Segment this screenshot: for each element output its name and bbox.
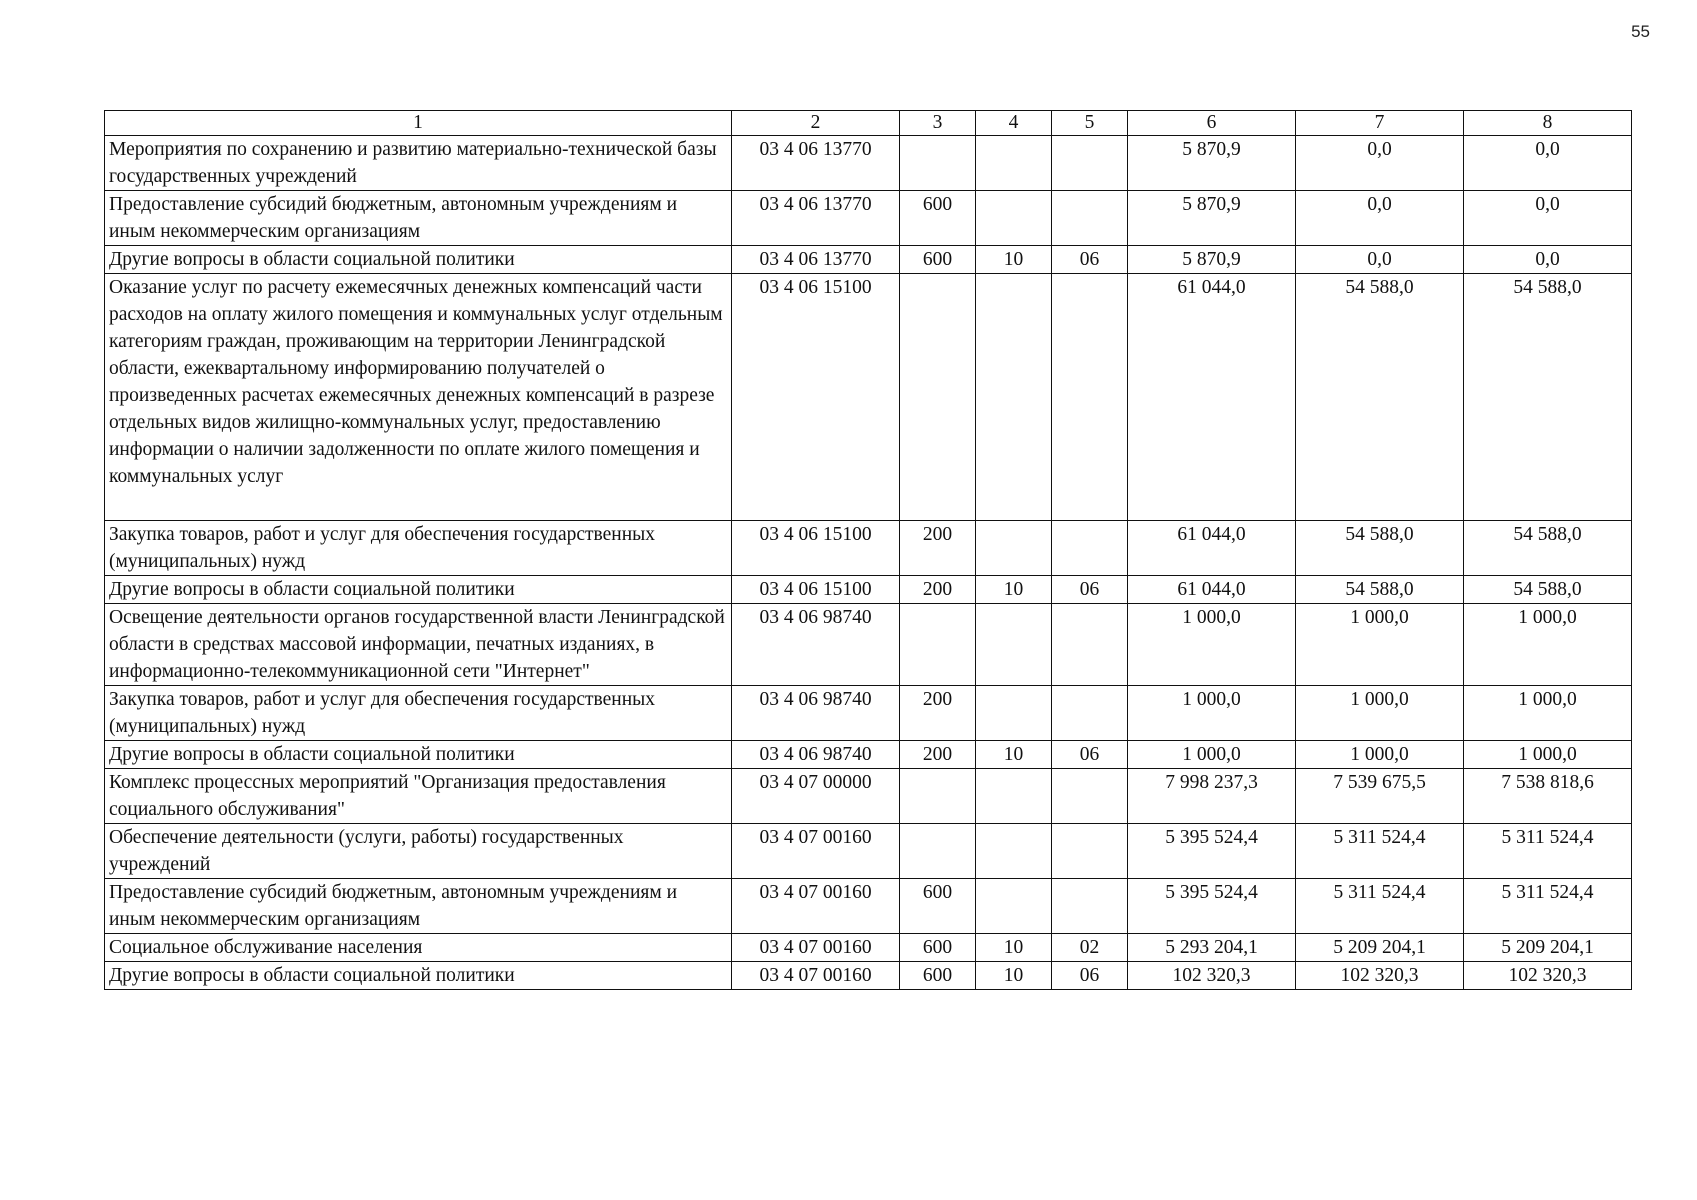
row-name: Мероприятия по сохранению и развитию материально-технической базы государственных учреждений (105, 136, 732, 191)
amount-col8: 7 538 818,6 (1464, 769, 1632, 824)
section (976, 824, 1052, 879)
amount-col6: 5 870,9 (1128, 191, 1296, 246)
amount-col6: 5 395 524,4 (1128, 824, 1296, 879)
row-name: Другие вопросы в области социальной политики (105, 741, 732, 769)
amount-col6: 61 044,0 (1128, 521, 1296, 576)
target-code: 03 4 06 15100 (732, 274, 900, 521)
amount-col7: 5 311 524,4 (1296, 824, 1464, 879)
expense-type: 200 (900, 576, 976, 604)
target-code: 03 4 07 00160 (732, 962, 900, 990)
target-code: 03 4 06 98740 (732, 741, 900, 769)
column-header: 1 (105, 111, 732, 136)
amount-col6: 61 044,0 (1128, 576, 1296, 604)
budget-table (104, 110, 1632, 990)
amount-col6: 5 870,9 (1128, 246, 1296, 274)
subsection (1052, 686, 1128, 741)
amount-col8: 0,0 (1464, 191, 1632, 246)
table-header-row (105, 111, 1632, 136)
row-name: Другие вопросы в области социальной политики (105, 576, 732, 604)
amount-col8: 54 588,0 (1464, 576, 1632, 604)
subsection: 06 (1052, 246, 1128, 274)
expense-type: 600 (900, 879, 976, 934)
column-header: 7 (1296, 111, 1464, 136)
subsection: 06 (1052, 576, 1128, 604)
amount-col7: 7 539 675,5 (1296, 769, 1464, 824)
section (976, 604, 1052, 686)
target-code: 03 4 07 00160 (732, 824, 900, 879)
row-name: Другие вопросы в области социальной политики (105, 962, 732, 990)
section: 10 (976, 962, 1052, 990)
amount-col6: 5 395 524,4 (1128, 879, 1296, 934)
amount-col8: 0,0 (1464, 136, 1632, 191)
target-code: 03 4 06 15100 (732, 576, 900, 604)
subsection (1052, 274, 1128, 521)
column-header: 8 (1464, 111, 1632, 136)
amount-col7: 54 588,0 (1296, 576, 1464, 604)
amount-col8: 5 311 524,4 (1464, 879, 1632, 934)
row-name: Предоставление субсидий бюджетным, автономным учреждениям и иным некоммерческим организациям (105, 191, 732, 246)
amount-col7: 5 209 204,1 (1296, 934, 1464, 962)
subsection: 06 (1052, 962, 1128, 990)
expense-type (900, 769, 976, 824)
section: 10 (976, 934, 1052, 962)
amount-col6: 5 870,9 (1128, 136, 1296, 191)
table-row (105, 604, 1632, 686)
column-header: 5 (1052, 111, 1128, 136)
amount-col7: 5 311 524,4 (1296, 879, 1464, 934)
table-row (105, 769, 1632, 824)
amount-col8: 54 588,0 (1464, 521, 1632, 576)
amount-col6: 1 000,0 (1128, 741, 1296, 769)
section (976, 521, 1052, 576)
amount-col8: 5 311 524,4 (1464, 824, 1632, 879)
table-row (105, 191, 1632, 246)
table-row (105, 686, 1632, 741)
expense-type: 600 (900, 934, 976, 962)
target-code: 03 4 06 98740 (732, 604, 900, 686)
expense-type (900, 274, 976, 521)
target-code: 03 4 07 00160 (732, 879, 900, 934)
section: 10 (976, 246, 1052, 274)
amount-col7: 1 000,0 (1296, 686, 1464, 741)
column-header: 3 (900, 111, 976, 136)
target-code: 03 4 07 00160 (732, 934, 900, 962)
table-row (105, 934, 1632, 962)
subsection (1052, 824, 1128, 879)
subsection (1052, 136, 1128, 191)
row-name: Социальное обслуживание населения (105, 934, 732, 962)
table-row (105, 246, 1632, 274)
amount-col6: 61 044,0 (1128, 274, 1296, 521)
row-name: Предоставление субсидий бюджетным, автономным учреждениям и иным некоммерческим организациям (105, 879, 732, 934)
amount-col8: 1 000,0 (1464, 686, 1632, 741)
column-header: 6 (1128, 111, 1296, 136)
section (976, 136, 1052, 191)
row-name: Оказание услуг по расчету ежемесячных денежных компенсаций части расходов на оплату жилого помещения и коммунальных услуг отдельным категориям граждан, проживающим на территории Ленинградской области, ежеквартальному информированию получателей о произведенных расчетах ежемесячных денежных компенсаций в разрезе отдельных видов жилищно-коммунальных услуг, предоставлению информации о наличии задолженности по оплате жилого помещения и коммунальных услуг (105, 274, 732, 521)
table-row (105, 274, 1632, 521)
amount-col7: 1 000,0 (1296, 604, 1464, 686)
amount-col7: 0,0 (1296, 246, 1464, 274)
page-number: 55 (1631, 22, 1650, 41)
amount-col6: 1 000,0 (1128, 686, 1296, 741)
amount-col7: 0,0 (1296, 136, 1464, 191)
row-name: Освещение деятельности органов государственной власти Ленинградской области в средствах массовой информации, печатных изданиях, в информационно-телекоммуникационной сети "Интернет" (105, 604, 732, 686)
target-code: 03 4 06 13770 (732, 136, 900, 191)
section (976, 769, 1052, 824)
section (976, 879, 1052, 934)
row-name: Обеспечение деятельности (услуги, работы) государственных учреждений (105, 824, 732, 879)
subsection: 06 (1052, 741, 1128, 769)
amount-col7: 0,0 (1296, 191, 1464, 246)
amount-col7: 54 588,0 (1296, 521, 1464, 576)
expense-type: 600 (900, 191, 976, 246)
target-code: 03 4 06 15100 (732, 521, 900, 576)
amount-col7: 102 320,3 (1296, 962, 1464, 990)
table-row (105, 741, 1632, 769)
table-row (105, 136, 1632, 191)
subsection (1052, 191, 1128, 246)
amount-col6: 102 320,3 (1128, 962, 1296, 990)
target-code: 03 4 06 13770 (732, 191, 900, 246)
row-name: Другие вопросы в области социальной политики (105, 246, 732, 274)
subsection (1052, 879, 1128, 934)
row-name: Комплекс процессных мероприятий "Организация предоставления социального обслуживания" (105, 769, 732, 824)
amount-col7: 1 000,0 (1296, 741, 1464, 769)
amount-col8: 5 209 204,1 (1464, 934, 1632, 962)
subsection (1052, 769, 1128, 824)
section (976, 191, 1052, 246)
amount-col8: 102 320,3 (1464, 962, 1632, 990)
section (976, 274, 1052, 521)
row-name: Закупка товаров, работ и услуг для обеспечения государственных (муниципальных) нужд (105, 521, 732, 576)
expense-type (900, 604, 976, 686)
amount-col8: 1 000,0 (1464, 604, 1632, 686)
column-header: 4 (976, 111, 1052, 136)
expense-type: 200 (900, 741, 976, 769)
target-code: 03 4 07 00000 (732, 769, 900, 824)
amount-col8: 0,0 (1464, 246, 1632, 274)
section (976, 686, 1052, 741)
subsection: 02 (1052, 934, 1128, 962)
subsection (1052, 604, 1128, 686)
expense-type: 600 (900, 962, 976, 990)
table-row (105, 576, 1632, 604)
subsection (1052, 521, 1128, 576)
amount-col6: 7 998 237,3 (1128, 769, 1296, 824)
column-header: 2 (732, 111, 900, 136)
expense-type: 600 (900, 246, 976, 274)
row-name: Закупка товаров, работ и услуг для обеспечения государственных (муниципальных) нужд (105, 686, 732, 741)
table-row (105, 824, 1632, 879)
expense-type: 200 (900, 521, 976, 576)
amount-col8: 1 000,0 (1464, 741, 1632, 769)
target-code: 03 4 06 98740 (732, 686, 900, 741)
table-row (105, 962, 1632, 990)
amount-col6: 1 000,0 (1128, 604, 1296, 686)
amount-col7: 54 588,0 (1296, 274, 1464, 521)
amount-col8: 54 588,0 (1464, 274, 1632, 521)
target-code: 03 4 06 13770 (732, 246, 900, 274)
expense-type (900, 824, 976, 879)
amount-col6: 5 293 204,1 (1128, 934, 1296, 962)
section: 10 (976, 741, 1052, 769)
section: 10 (976, 576, 1052, 604)
table-row (105, 879, 1632, 934)
table-row (105, 521, 1632, 576)
expense-type (900, 136, 976, 191)
expense-type: 200 (900, 686, 976, 741)
